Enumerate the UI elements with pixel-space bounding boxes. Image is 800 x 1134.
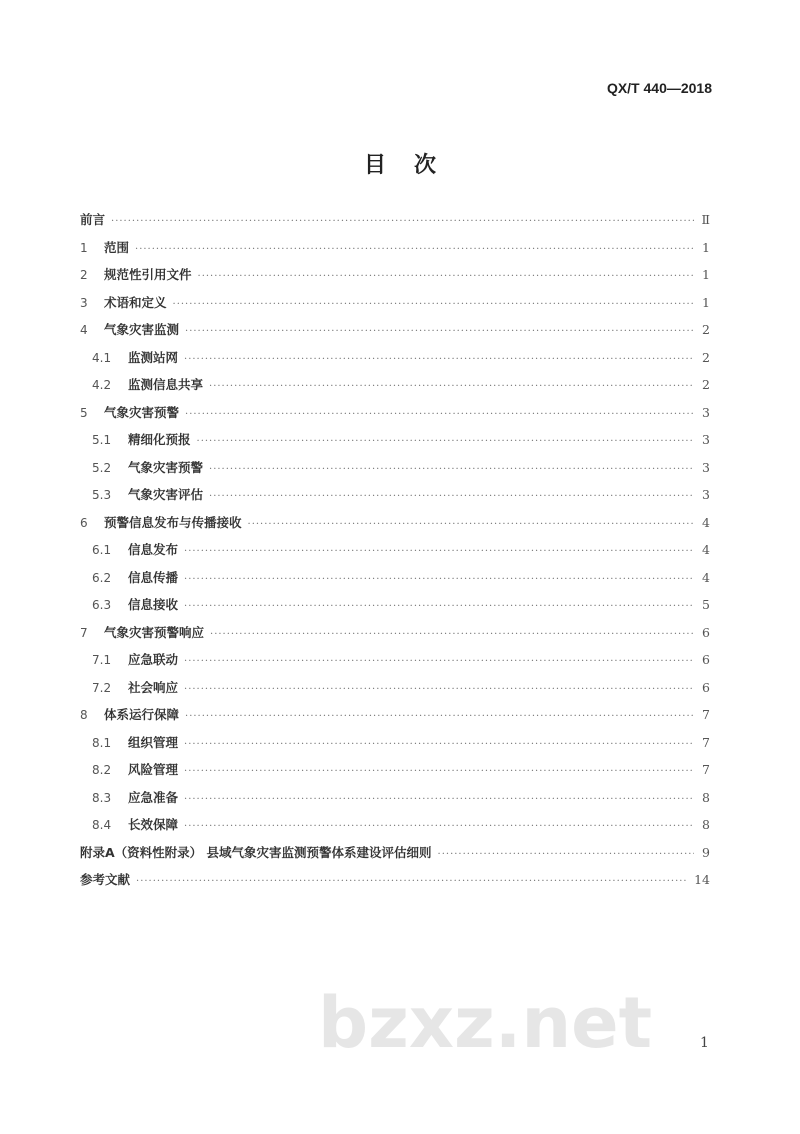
toc-entry-label: 体系运行保障: [104, 707, 180, 722]
toc-entry-number: 5: [80, 405, 88, 420]
toc-entry-number: 4: [80, 323, 88, 337]
dot-leader: [248, 511, 694, 539]
toc-entry-label: 气象灾害预警: [104, 404, 180, 420]
toc-entry-label: 气象灾害评估: [128, 487, 204, 502]
toc-entry-number: 8: [80, 708, 88, 722]
toc-entry-page: 2: [702, 377, 710, 392]
toc-entry[interactable]: [80, 839, 710, 867]
toc-entry-page: 5: [702, 597, 710, 612]
toc-entry[interactable]: [80, 371, 710, 399]
toc-entry-label: 气象灾害监测: [104, 322, 180, 337]
toc-entry-label: 预警信息发布与传播接收: [104, 514, 242, 530]
dot-leader: [209, 483, 694, 511]
toc-entry-page: Ⅱ: [701, 212, 710, 227]
toc-entry[interactable]: [80, 234, 710, 262]
dot-leader: [184, 538, 694, 566]
toc-entry-page: 14: [694, 872, 710, 887]
toc-entry-page: 3: [702, 487, 710, 502]
toc-entry-page: 1: [702, 239, 710, 255]
dot-leader: [185, 703, 694, 731]
toc-entry-label: 信息接收: [128, 597, 179, 612]
toc-entry[interactable]: [80, 619, 710, 647]
toc-entry[interactable]: [80, 591, 710, 619]
toc-entry-page: 9: [702, 844, 710, 860]
table-of-contents: [80, 206, 710, 894]
dot-leader: [173, 291, 694, 319]
toc-entry-page: 8: [702, 789, 710, 805]
toc-entry-number: 4.1: [92, 350, 112, 365]
dot-leader: [184, 758, 694, 786]
toc-entry-page: 3: [702, 459, 710, 475]
toc-entry-number: 5.2: [92, 460, 112, 475]
toc-entry[interactable]: [80, 261, 710, 289]
toc-entry[interactable]: [80, 811, 710, 839]
dot-leader: [184, 786, 694, 814]
toc-entry[interactable]: [80, 756, 710, 784]
dot-leader: [438, 841, 694, 869]
page-title: 目次: [363, 153, 464, 178]
dot-leader: [184, 566, 694, 594]
toc-entry-number: 6.3: [92, 598, 112, 612]
dot-leader: [184, 676, 694, 704]
toc-entry-label: 规范性引用文件: [104, 267, 192, 282]
toc-entry-number: 6.2: [92, 570, 112, 585]
toc-entry-page: 7: [702, 707, 710, 722]
toc-entry-label: 长效保障: [128, 817, 179, 832]
toc-entry-label: 参考文献: [80, 872, 131, 887]
page-number: 1: [700, 1035, 709, 1051]
dot-leader: [209, 373, 694, 401]
toc-entry[interactable]: [80, 701, 710, 729]
toc-entry[interactable]: [80, 344, 710, 372]
toc-entry-label: 监测信息共享: [128, 377, 204, 392]
toc-entry-page: 1: [702, 267, 710, 282]
toc-entry-number: 1: [80, 240, 88, 255]
toc-entry-page: 6: [702, 624, 710, 640]
toc-entry-page: 4: [702, 569, 710, 585]
toc-entry-number: 4.2: [92, 378, 112, 392]
toc-entry-page: 2: [702, 322, 710, 337]
toc-entry[interactable]: [80, 399, 710, 427]
toc-entry-label: 风险管理: [128, 762, 179, 777]
toc-entry-page: 4: [702, 542, 710, 557]
toc-entry[interactable]: [80, 866, 710, 894]
toc-entry-page: 6: [702, 652, 710, 667]
toc-entry-label: 应急准备: [128, 789, 179, 805]
dot-leader: [135, 236, 694, 264]
toc-entry[interactable]: [80, 784, 710, 812]
toc-entry[interactable]: [80, 481, 710, 509]
dot-leader: [111, 208, 694, 236]
toc-entry-label: 气象灾害预警: [128, 459, 204, 475]
toc-entry-label: 前言: [80, 212, 106, 227]
dot-leader: [185, 318, 694, 346]
dot-leader: [197, 428, 694, 456]
toc-entry[interactable]: [80, 674, 710, 702]
dot-leader: [136, 868, 688, 896]
toc-entry-label: 信息发布: [128, 542, 179, 557]
toc-entry-number: 6: [80, 515, 88, 530]
toc-entry-page: 4: [702, 514, 710, 530]
toc-entry-label: 应急联动: [128, 652, 179, 667]
toc-entry[interactable]: [80, 316, 710, 344]
toc-entry-label: 监测站网: [128, 349, 179, 365]
toc-entry-number: 8.3: [92, 790, 112, 805]
dot-leader: [209, 456, 694, 484]
toc-entry-page: 1: [702, 294, 710, 310]
toc-entry[interactable]: [80, 454, 710, 482]
dot-leader: [198, 263, 694, 291]
toc-entry-number: 8.2: [92, 763, 112, 777]
toc-entry-number: 5.3: [92, 488, 112, 502]
toc-entry-number: 3: [80, 295, 88, 310]
toc-entry[interactable]: [80, 564, 710, 592]
toc-entry[interactable]: [80, 729, 710, 757]
toc-entry-number: 8.4: [92, 818, 112, 832]
toc-entry-number: 7.1: [92, 653, 112, 667]
toc-entry-number: 6.1: [92, 543, 112, 557]
toc-entry-number: 5.1: [92, 433, 112, 447]
dot-leader: [184, 813, 694, 841]
watermark: bzxz.net: [318, 982, 653, 1064]
toc-entry-label: 附录A（资料性附录） 县域气象灾害监测预警体系建设评估细则: [80, 844, 432, 860]
toc-entry-page: 7: [702, 734, 710, 750]
toc-entry-label: 信息传播: [128, 569, 179, 585]
toc-entry-number: 7.2: [92, 680, 112, 695]
toc-entry-label: 精细化预报: [128, 432, 191, 447]
dot-leader: [185, 401, 694, 429]
toc-entry-label: 术语和定义: [104, 294, 167, 310]
toc-entry-page: 3: [702, 404, 710, 420]
dot-leader: [184, 731, 694, 759]
toc-entry[interactable]: [80, 426, 710, 454]
dot-leader: [210, 621, 694, 649]
toc-entry-label: 范围: [104, 239, 130, 255]
toc-entry[interactable]: [80, 289, 710, 317]
toc-entry-page: 7: [702, 762, 710, 777]
document-code: QX/T 440—2018: [606, 80, 712, 96]
toc-entry-page: 6: [702, 679, 710, 695]
toc-entry-page: 3: [702, 432, 710, 447]
toc-entry-page: 2: [702, 349, 710, 365]
toc-entry-page: 8: [702, 817, 710, 832]
toc-entry-label: 社会响应: [128, 679, 179, 695]
toc-entry[interactable]: [80, 646, 710, 674]
toc-entry[interactable]: [80, 536, 710, 564]
dot-leader: [184, 648, 694, 676]
toc-entry-label: 气象灾害预警响应: [104, 624, 205, 640]
toc-entry-number: 8.1: [92, 735, 112, 750]
toc-entry-number: 7: [80, 625, 88, 640]
dot-leader: [184, 346, 694, 374]
toc-entry-label: 组织管理: [128, 734, 179, 750]
toc-entry[interactable]: [80, 509, 710, 537]
toc-entry[interactable]: [80, 206, 710, 234]
toc-entry-number: 2: [80, 268, 88, 282]
dot-leader: [184, 593, 694, 621]
